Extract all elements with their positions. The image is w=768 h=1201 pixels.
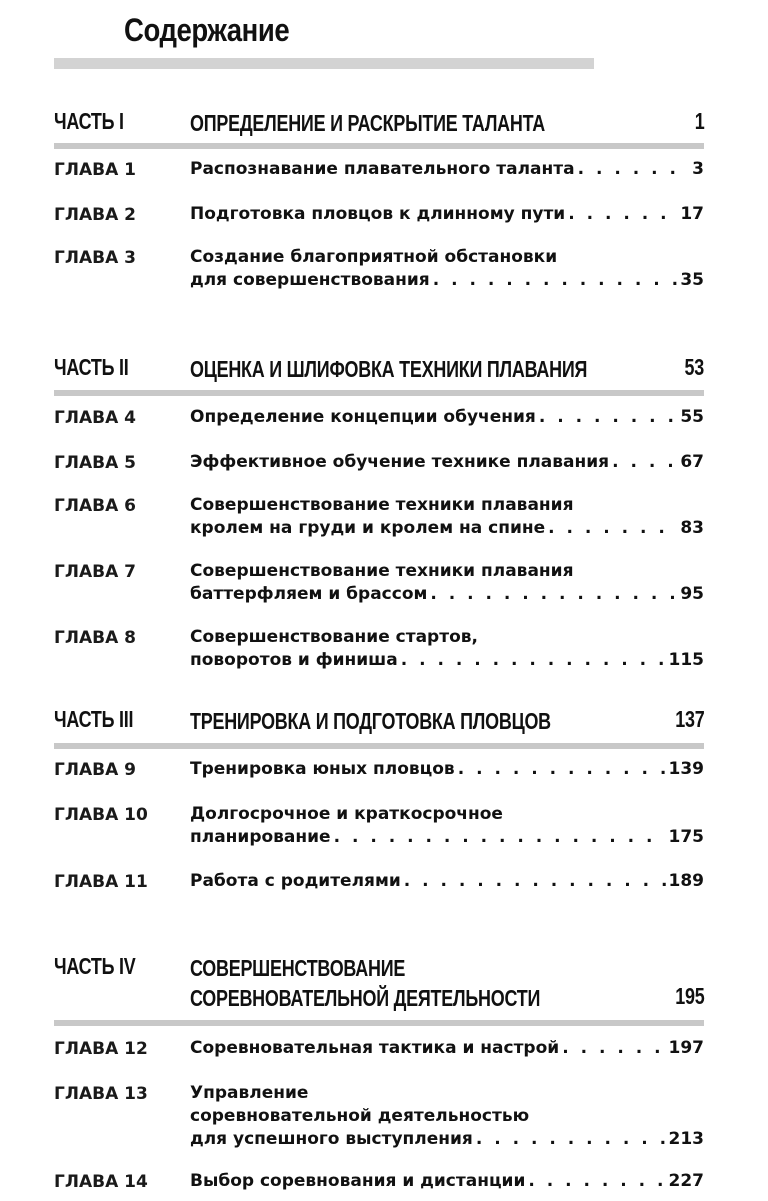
chapter-label: ГЛАВА 5 [54,453,136,473]
toc-entry[interactable] [190,758,704,781]
chapter-label: ГЛАВА 13 [54,1084,148,1104]
chapter-title-line: Совершенствование техники плавания [190,561,574,581]
part-title-line: ОЦЕНКА И ШЛИФОВКА ТЕХНИКИ ПЛАВАНИЯ [190,356,588,382]
chapter-page-number: 197 [668,1038,704,1058]
chapter-title-text: Тренировка юных пловцов [190,759,455,779]
dot-leader [433,269,678,292]
part-page-number: 53 [684,354,704,380]
part-title [190,953,540,1013]
chapter-title-line: Долгосрочное и краткосрочное [190,804,503,824]
part-title-line: СОВЕРШЕНСТВОВАНИЕ [190,955,406,981]
dot-leader [334,826,666,849]
chapter-page-number: 213 [668,1129,704,1149]
dot-leader [404,870,666,893]
toc-entry[interactable] [190,1037,704,1060]
chapter-title-last-line [190,269,704,292]
dot-leader [548,517,677,540]
part-page-number: 137 [674,706,704,732]
chapter-title-text: Подготовка пловцов к длинному пути [190,204,566,224]
chapter-title-last-line [190,451,704,474]
chapter-title-text: Соревновательная тактика и настрой [190,1038,560,1058]
toc-entry[interactable] [190,451,704,474]
chapter-title-last-line [190,1170,704,1193]
chapter-title-text: для успешного выступления [190,1129,473,1149]
chapter-page-number: 95 [680,584,704,604]
dot-leader [458,758,666,781]
title-underline [54,58,594,69]
chapter-label: ГЛАВА 11 [54,872,148,892]
chapter-label: ГЛАВА 6 [54,496,136,516]
chapter-page-number: 175 [668,827,704,847]
chapter-title-text: кролем на груди и кролем на спине [190,518,546,538]
chapter-page-number: 67 [680,452,704,472]
part-divider [54,390,704,396]
chapter-title-text: Распознавание плавательного таланта [190,159,575,179]
part-title [190,108,545,138]
part-title-line: ТРЕНИРОВКА И ПОДГОТОВКА ПЛОВЦОВ [190,708,551,734]
chapter-page-number: 35 [680,270,704,290]
part-label: ЧАСТЬ III [54,706,134,732]
chapter-label: ГЛАВА 9 [54,760,136,780]
chapter-title-line: соревновательной деятельностью [190,1106,530,1126]
dot-leader [578,158,690,181]
toc-entry[interactable] [190,158,704,181]
chapter-page-number: 139 [668,759,704,779]
part-title [190,354,587,384]
chapter-title-text: Выбор соревнования и дистанции [190,1171,526,1191]
dot-leader [562,1037,665,1060]
chapter-title-last-line [190,1128,704,1151]
chapter-title-last-line [190,203,704,226]
chapter-title-last-line [190,583,704,606]
chapter-title-last-line [190,406,704,429]
toc-entry[interactable] [190,870,704,893]
chapter-title-text: Работа с родителями [190,871,401,891]
chapter-title-line: Совершенствование техники плавания [190,495,574,515]
chapter-label: ГЛАВА 10 [54,805,148,825]
part-label: ЧАСТЬ I [54,108,124,134]
toc-entry[interactable] [190,560,704,606]
dot-leader [430,583,677,606]
part-divider [54,143,704,149]
toc-entry[interactable] [190,203,704,226]
part-title-line: ОПРЕДЕЛЕНИЕ И РАСКРЫТИЕ ТАЛАНТА [190,110,545,136]
page-title: Содержание [124,12,290,48]
part-divider [54,1020,704,1026]
chapter-page-number: 3 [692,159,704,179]
part-label: ЧАСТЬ II [54,354,129,380]
part-page-number: 195 [674,983,704,1009]
chapter-title-text: поворотов и финиша [190,650,398,670]
chapter-page-number: 55 [680,407,704,427]
chapter-page-number: 83 [680,518,704,538]
toc-entry[interactable] [190,803,704,849]
chapter-page-number: 189 [668,871,704,891]
chapter-title-last-line [190,517,704,540]
dot-leader [528,1170,665,1193]
part-label: ЧАСТЬ IV [54,953,136,979]
chapter-title-last-line [190,1037,704,1060]
toc-entry[interactable] [190,1082,704,1151]
chapter-title-last-line [190,158,704,181]
chapter-label: ГЛАВА 7 [54,562,136,582]
part-title-line: СОРЕВНОВАТЕЛЬНОЙ ДЕЯТЕЛЬНОСТИ [190,985,541,1011]
chapter-title-last-line [190,826,704,849]
chapter-title-text: Определение концепции обучения [190,407,536,427]
dot-leader [476,1128,666,1151]
chapter-title-last-line [190,758,704,781]
chapter-label: ГЛАВА 2 [54,205,136,225]
chapter-title-line: Совершенствование стартов, [190,627,478,647]
chapter-title-text: для совершенствования [190,270,430,290]
dot-leader [401,649,666,672]
dot-leader [568,203,677,226]
chapter-page-number: 115 [668,650,704,670]
chapter-label: ГЛАВА 3 [54,248,136,268]
chapter-title-line: Управление [190,1083,309,1103]
part-divider [54,743,704,749]
chapter-page-number: 17 [680,204,704,224]
chapter-title-line: Создание благоприятной обстановки [190,247,558,267]
chapter-label: ГЛАВА 8 [54,628,136,648]
toc-entry[interactable] [190,246,704,292]
chapter-title-text: баттерфляем и брассом [190,584,428,604]
chapter-page-number: 227 [668,1171,704,1191]
chapter-title-text: Эффективное обучение технике плавания [190,452,610,472]
toc-entry[interactable] [190,406,704,429]
toc-entry[interactable] [190,1170,704,1193]
toc-entry[interactable] [190,494,704,540]
toc-entry[interactable] [190,626,704,672]
part-page-number: 1 [694,108,704,134]
chapter-title-last-line [190,870,704,893]
chapter-label: ГЛАВА 1 [54,160,136,180]
chapter-title-last-line [190,649,704,672]
dot-leader [539,406,678,429]
chapter-label: ГЛАВА 14 [54,1172,148,1192]
chapter-label: ГЛАВА 4 [54,408,136,428]
part-title [190,706,551,736]
chapter-label: ГЛАВА 12 [54,1039,148,1059]
dot-leader [612,451,677,474]
chapter-title-text: планирование [190,827,331,847]
